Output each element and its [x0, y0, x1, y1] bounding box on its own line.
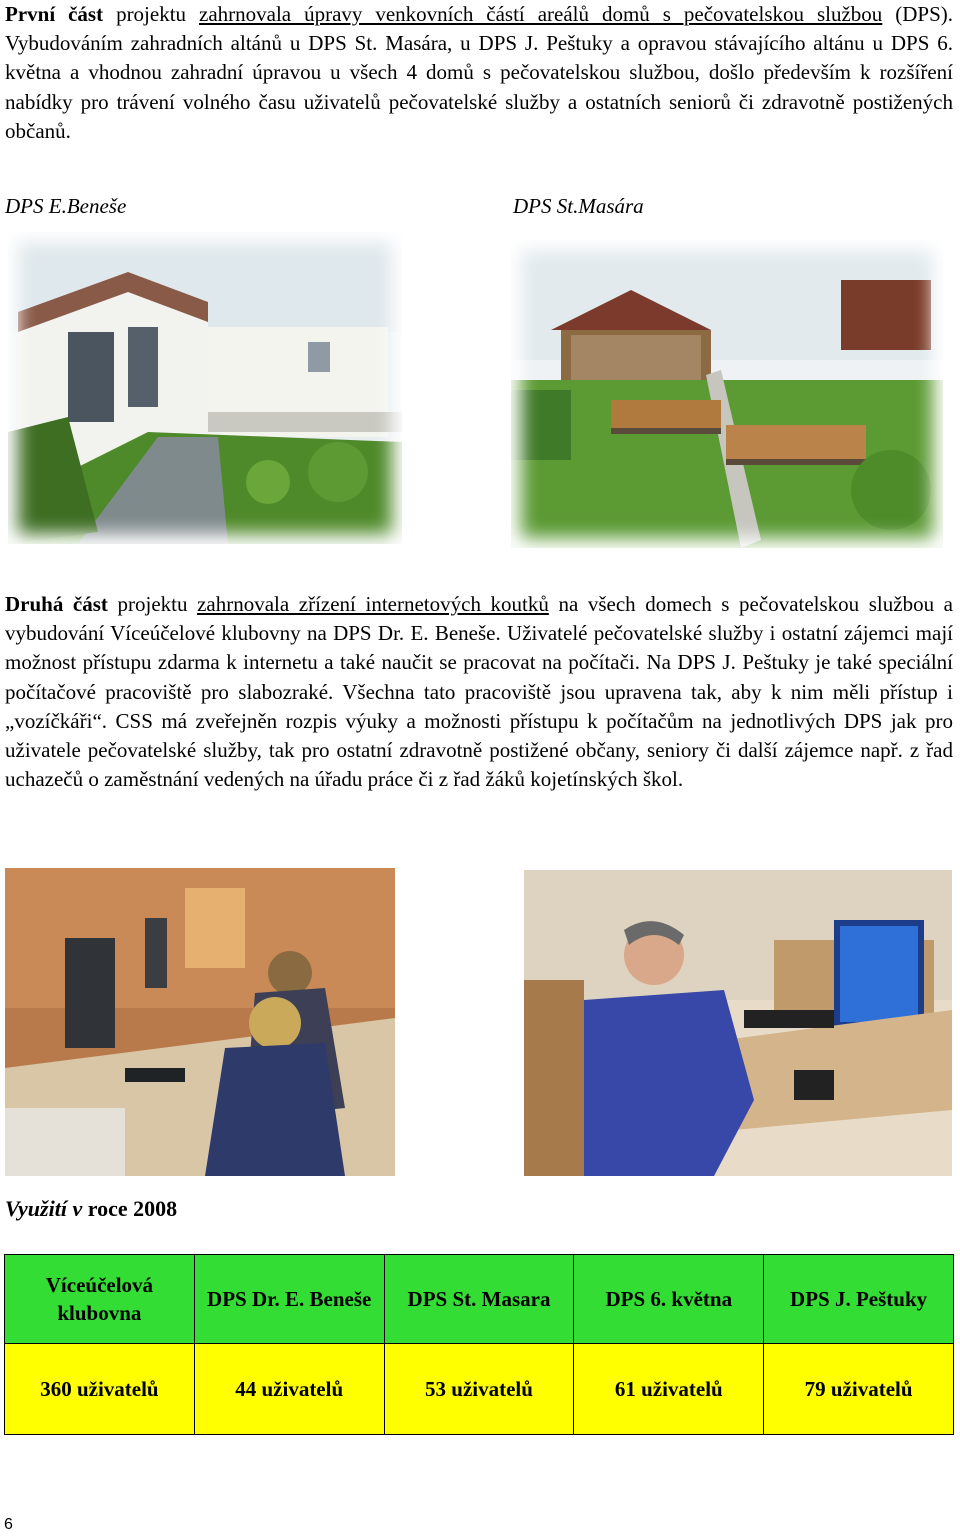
usage-title-bold: roce 2008	[82, 1196, 178, 1221]
usage-value-cell: 44 uživatelů	[194, 1344, 384, 1435]
usage-title	[5, 1196, 177, 1222]
usage-header-cell: Víceúčelová klubovna	[5, 1255, 195, 1344]
underlined-phrase: zahrnovala úpravy venkovních částí areálů domů s pečovatelskou službou	[199, 2, 883, 26]
paragraph-garden-projects	[5, 0, 953, 146]
photo-dps-masara-gazebo	[511, 240, 943, 548]
usage-value-cell: 53 uživatelů	[384, 1344, 574, 1435]
usage-value-cell: 79 uživatelů	[764, 1344, 954, 1435]
usage-header-cell: DPS Dr. E. Beneše	[194, 1255, 384, 1344]
usage-header-row	[5, 1255, 954, 1344]
usage-title-italic: Využití v	[5, 1196, 83, 1221]
caption-dps-masara: DPS St.Masára	[513, 194, 644, 218]
usage-value-cell: 61 uživatelů	[574, 1344, 764, 1435]
paragraph-lead: První část	[5, 2, 104, 26]
paragraph-internet-corners	[5, 590, 953, 794]
usage-header-cell: DPS J. Peštuky	[764, 1255, 954, 1344]
usage-header-cell: DPS St. Masara	[384, 1255, 574, 1344]
underlined-phrase: zahrnovala zřízení internetových koutků	[197, 592, 549, 616]
caption-dps-benese: DPS E.Beneše	[5, 194, 127, 218]
page-number: 6	[4, 1516, 13, 1533]
paragraph-text: (DPS). Vybudováním zahradních altánů u DPS St. Masára, u DPS J. Peštuky a opravou stávajícího altánu u DPS 6. května a vhodnou zahradní úpravou u všech 4 domů s pečovatelskou službou, došlo především k rozšíření nabídky pro trávení volného času uživatelů pečovatelské služby a ostatních seniorů či zdravotně postižených občanů.	[5, 2, 954, 143]
photo-man-at-computer	[524, 870, 952, 1176]
photo-dps-benese-courtyard	[8, 232, 402, 544]
paragraph-text: projektu	[107, 592, 198, 616]
usage-table	[4, 1254, 954, 1435]
usage-values-row	[5, 1344, 954, 1435]
paragraph-text: projektu	[103, 2, 200, 26]
usage-header-cell: DPS 6. května	[574, 1255, 764, 1344]
photo-computer-room-women	[5, 868, 395, 1176]
usage-value-cell: 360 uživatelů	[5, 1344, 195, 1435]
paragraph-lead: Druhá část	[5, 592, 108, 616]
paragraph-text: na všech domech s pečovatelskou službou a vybudování Víceúčelové klubovny na DPS Dr. E. Beneše. Uživatelé pečovatelské služby i ostatní zájemci mají možnost přístupu zdarma k internetu a také naučit se pracovat na počítači. Na DPS J. Peštuky je také speciální počítačové pracoviště pro slabozraké. Všechna tato pracoviště jsou upravena tak, aby k nim měli přístup i „vozíčkáři“. CSS má zveřejněn rozpis výuky a možnosti přístupu k počítačům na jednotlivých DPS jak pro uživatele pečovatelské služby, tak pro ostatní zdravotně postižené občany, seniory či další zájemce např. z řad uchazečů o zaměstnání vedených na úřadu práce či z řad žáků kojetínských škol.	[5, 592, 953, 792]
